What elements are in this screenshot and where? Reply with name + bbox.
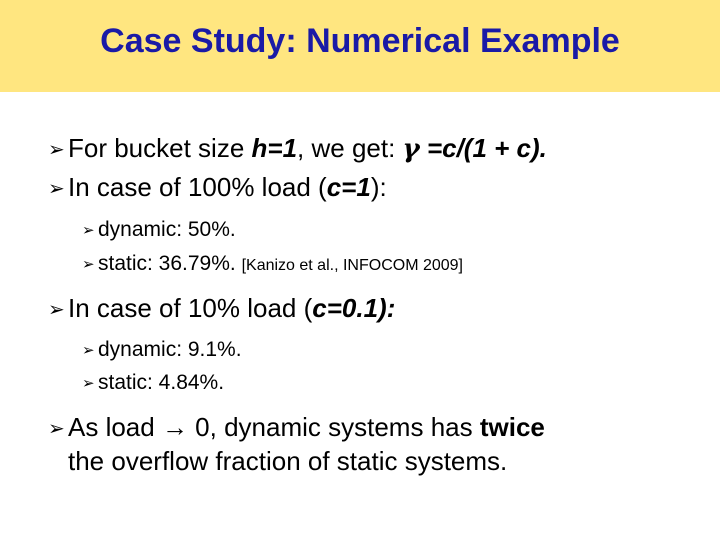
text: ): — [370, 172, 387, 202]
formula: =c/(1 + c). — [419, 133, 547, 163]
twice-word: twice — [479, 412, 545, 442]
bullet-100-load — [68, 172, 387, 203]
text: dynamic: 9.1%. — [98, 338, 242, 361]
arrowhead-bullet-icon: ➢ — [48, 418, 65, 440]
sub-bullet-dynamic-91 — [98, 338, 242, 362]
arrowhead-bullet-icon: ➢ — [82, 342, 95, 359]
text: In case of 10% load ( — [68, 293, 313, 323]
arrowhead-bullet-icon: ➢ — [48, 139, 65, 161]
arrowhead-bullet-icon: ➢ — [48, 178, 65, 200]
text: static: 4.84%. — [98, 371, 225, 394]
gamma-symbol: γ — [402, 134, 420, 164]
sub-bullet-static-3679 — [98, 252, 463, 276]
right-arrow-icon: → — [161, 412, 188, 442]
citation: [Kanizo et al., INFOCOM 2009] — [241, 257, 463, 274]
sub-bullet-static-484 — [98, 371, 224, 395]
sub-bullet-dynamic-50 — [98, 218, 236, 242]
arrowhead-bullet-icon: ➢ — [82, 256, 95, 273]
c-value: c=1 — [326, 172, 371, 202]
text: In case of 100% load ( — [68, 172, 327, 202]
h-value: h=1 — [251, 133, 298, 163]
arrowhead-bullet-icon: ➢ — [82, 222, 95, 239]
slide-title: Case Study: Numerical Example — [100, 22, 620, 60]
text: As load — [68, 412, 162, 442]
text: 0, dynamic systems has — [187, 412, 480, 442]
text: For bucket size — [68, 133, 252, 163]
bullet-as-load — [68, 412, 545, 443]
bullet-as-load-continued — [68, 446, 507, 477]
arrowhead-bullet-icon: ➢ — [48, 299, 65, 321]
arrowhead-bullet-icon: ➢ — [82, 375, 95, 392]
c-value: c=0.1): — [312, 293, 396, 323]
text: the overflow fraction of static systems. — [68, 446, 508, 476]
bullet-bucket-size — [68, 133, 547, 164]
text: , we get: — [297, 133, 403, 163]
text: dynamic: 50%. — [98, 218, 236, 241]
text: static: 36.79%. — [98, 252, 242, 275]
bullet-10-load — [68, 293, 395, 324]
